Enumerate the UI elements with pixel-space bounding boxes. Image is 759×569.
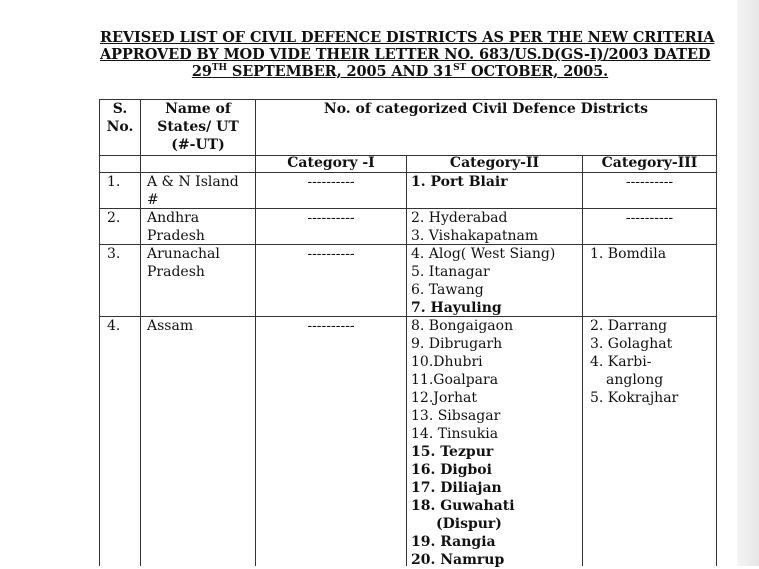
page-edge-shadow — [737, 0, 759, 566]
row-4-sno: 4. — [107, 318, 121, 334]
row-1-category-3: ---------- — [625, 174, 674, 190]
table-col-rule-3 — [406, 155, 407, 566]
row-2-category-3: ---------- — [625, 210, 674, 226]
document-title-line-2: APPROVED BY MOD VIDE THEIR LETTER NO. 683/US.D(GS-I)/2003 DATED — [100, 46, 711, 63]
row-2-category-1: ---------- — [307, 210, 355, 226]
header-group: No. of categorized Civil Defence Districts — [323, 101, 649, 117]
table-border-left — [99, 99, 100, 566]
row-1-category-1: ---------- — [307, 174, 355, 190]
document-title-line-1: REVISED LIST OF CIVIL DEFENCE DISTRICTS AS PER THE NEW CRITERIA — [100, 29, 715, 46]
table-col-rule-1 — [140, 99, 141, 566]
row-4-state: Assam — [147, 318, 194, 334]
row-2-category-2: 2. Hyderabad 3. Vishakapatnam — [411, 210, 539, 244]
header-category-2: Category-II — [449, 155, 540, 171]
row-1-state: A & N Island # — [147, 174, 239, 208]
table-border-right — [716, 99, 717, 566]
document-title-line-3: 29TH SEPTEMBER, 2005 AND 31ST OCTOBER, 2005. — [191, 63, 609, 80]
row-2-state: Andhra Pradesh — [147, 210, 205, 244]
row-3-state: Arunachal Pradesh — [147, 246, 220, 280]
row-2-sno: 2. — [107, 210, 121, 226]
row-4-category-2: 8. Bongaigaon 9. Dibrugarh 10.Dhubri 11.Goalpara 12.Jorhat 13. Sibsagar 14. Tinsukia 15. Tezpur 16. Digboi 17. Diliajan 18. Guwahati (Dispur) 19. Rangia 20. Namrup — [411, 318, 515, 568]
row-3-category-1: ---------- — [307, 246, 355, 262]
header-category-1: Category -I — [287, 155, 375, 171]
header-category-3: Category-III — [601, 155, 698, 171]
header-state: Name of States/ UT (#-UT) — [157, 101, 239, 153]
row-3-sno: 3. — [107, 246, 121, 262]
row-4-category-3: 2. Darrang 3. Golaghat 4. Karbi- anglong 5. Kokrajhar — [590, 318, 679, 406]
row-4-category-1: ---------- — [307, 318, 355, 334]
row-1-sno: 1. — [107, 174, 121, 190]
row-3-category-2: 4. Alog( West Siang) 5. Itanagar 6. Tawang 7. Hayuling — [411, 246, 556, 316]
row-3-category-3: 1. Bomdila — [590, 246, 667, 262]
row-1-category-2: 1. Port Blair — [411, 174, 508, 190]
header-sno: S. No. — [106, 101, 134, 135]
